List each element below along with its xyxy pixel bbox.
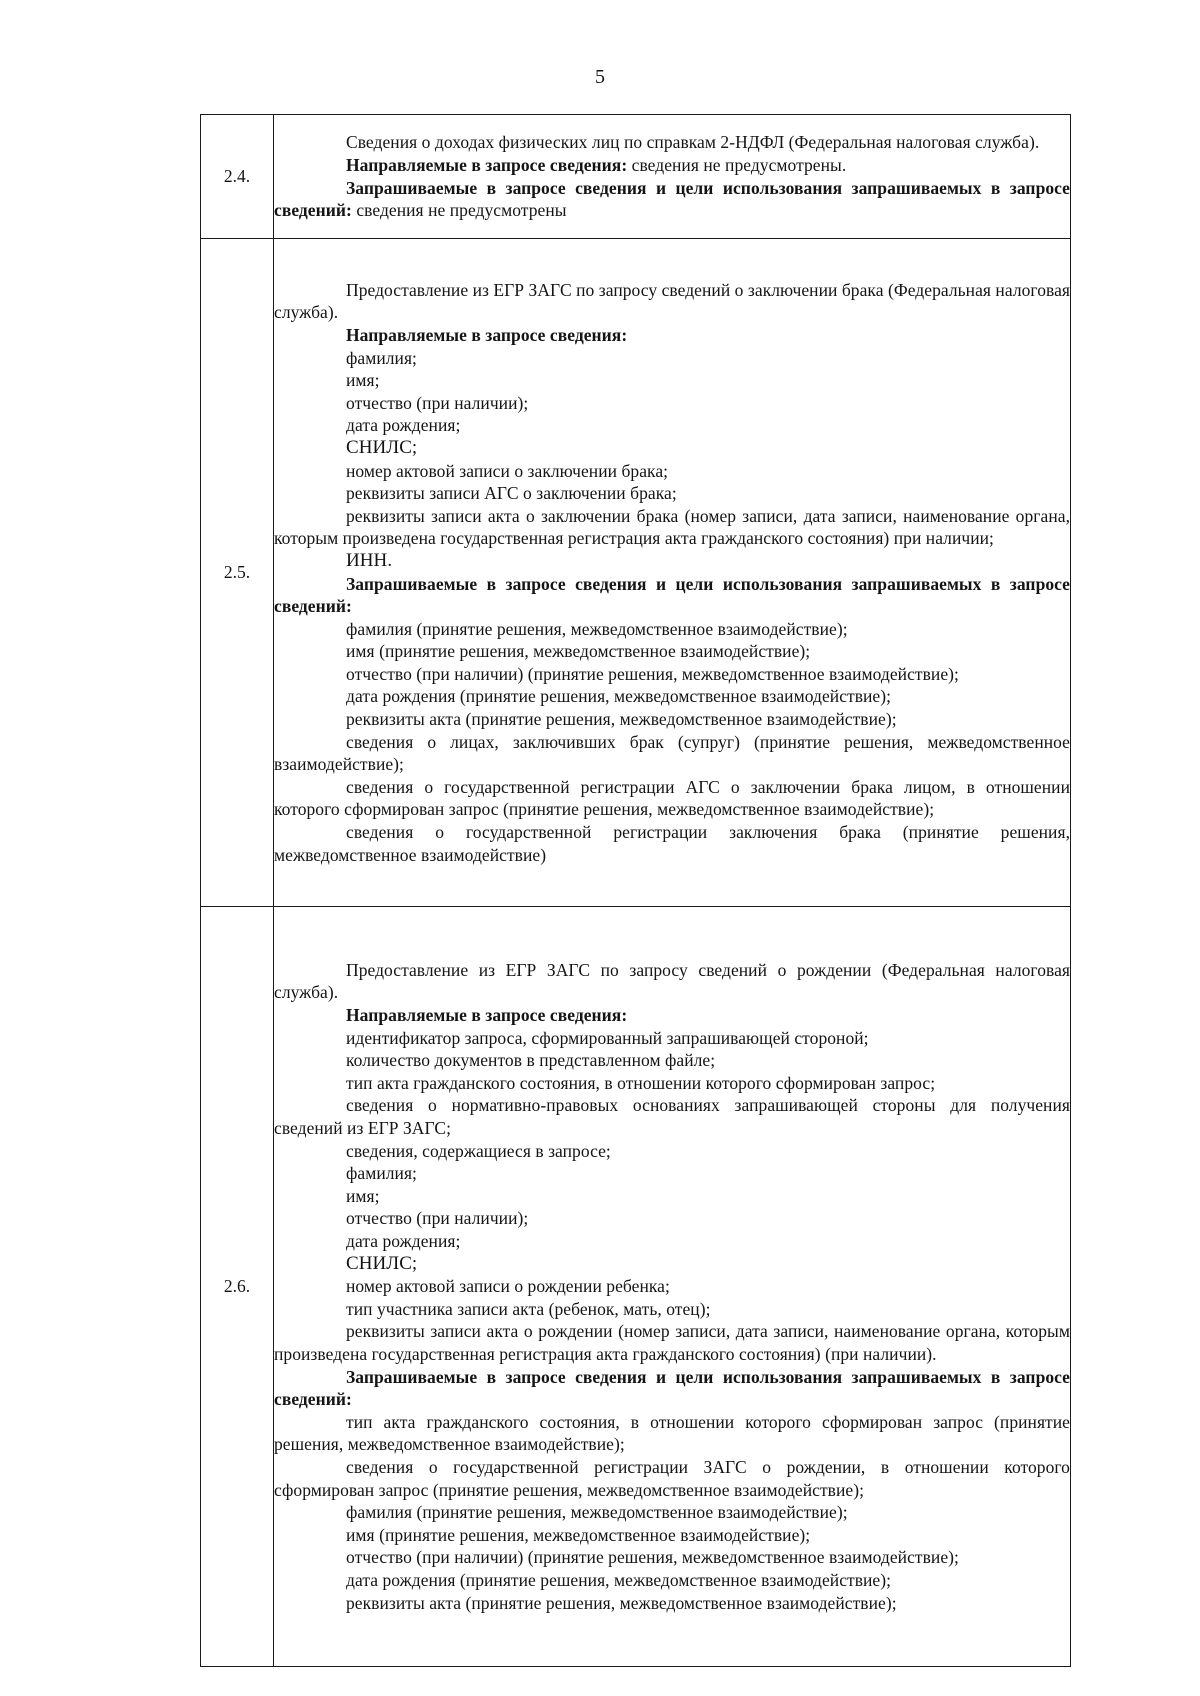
paragraph <box>274 177 1070 222</box>
list-item: отчество (при наличии); <box>346 392 529 413</box>
section-heading: Направляемые в запросе сведения: <box>346 324 628 345</box>
table-row <box>201 907 1071 1667</box>
list-item: сведения о государственной регистрации заключения брака (принятие решения, межведомственное взаимодействие) <box>274 822 1070 865</box>
list-item: реквизиты записи АГС о заключении брака; <box>346 483 677 504</box>
row-number: 2.6. <box>201 907 274 1667</box>
list-item: отчество (при наличии) (принятие решения, межведомственное взаимодействие); <box>346 663 959 684</box>
list-item: ИНН. <box>346 549 393 571</box>
list-item: реквизиты акта (принятие решения, межведомственное взаимодействие); <box>346 709 897 730</box>
paragraph: Предоставление из ЕГР ЗАГС по запросу сведений о заключении брака (Федеральная налоговая служба). <box>274 279 1070 323</box>
list-item: номер актовой записи о рождении ребенка; <box>346 1276 670 1297</box>
section-heading: Направляемые в запросе сведения: <box>346 1005 628 1026</box>
row-number: 2.5. <box>201 239 274 907</box>
table-row <box>201 115 1071 239</box>
list-item: СНИЛС; <box>346 1252 418 1274</box>
paragraph: Сведения о доходах физических лиц по справкам 2-НДФЛ (Федеральная налоговая служба). <box>346 132 1040 153</box>
list-item: имя (принятие решения, межведомственное взаимодействие); <box>346 641 811 662</box>
row-content <box>274 907 1071 1667</box>
page-number: 5 <box>595 66 605 88</box>
list-item: реквизиты акта (принятие решения, межведомственное взаимодействие); <box>346 1592 897 1613</box>
list-item: фамилия (принятие решения, межведомственное взаимодействие); <box>346 618 848 639</box>
list-item: тип участника записи акта (ребенок, мать, отец); <box>346 1298 711 1319</box>
document-table <box>200 114 1071 1667</box>
table-row <box>201 239 1071 907</box>
list-item: дата рождения; <box>346 415 461 436</box>
list-item: СНИЛС; <box>346 436 418 458</box>
bold-label: Направляемые в запросе сведения: <box>346 154 628 175</box>
section-heading: Запрашиваемые в запросе сведения и цели использования запрашиваемых в запросе сведений: <box>274 573 1070 617</box>
list-item: дата рождения; <box>346 1231 461 1252</box>
list-item: сведения о государственной регистрации ЗАГС о рождении, в отношении которого сформирован запрос (принятие решения, межведомственное взаимодействие); <box>274 1456 1070 1500</box>
list-item: дата рождения (принятие решения, межведомственное взаимодействие); <box>346 686 892 707</box>
row-content <box>274 115 1071 239</box>
list-item: фамилия; <box>346 347 417 368</box>
list-item: имя (принятие решения, межведомственное взаимодействие); <box>346 1524 811 1545</box>
list-item: имя; <box>346 370 380 391</box>
list-item: дата рождения (принятие решения, межведомственное взаимодействие); <box>346 1569 892 1590</box>
paragraph-text: сведения не предусмотрены. <box>627 154 847 175</box>
list-item: сведения о нормативно-правовых основаниях запрашивающей стороны для получения сведений из ЕГР ЗАГС; <box>274 1095 1070 1139</box>
list-item: имя; <box>346 1185 380 1206</box>
list-item: отчество (при наличии) (принятие решения, межведомственное взаимодействие); <box>346 1547 959 1568</box>
list-item: идентификатор запроса, сформированный запрашивающей стороной; <box>346 1027 869 1048</box>
paragraph-text: сведения не предусмотрены <box>351 200 567 221</box>
paragraph <box>274 154 1070 177</box>
list-item: сведения о лицах, заключивших брак (супруг) (принятие решения, межведомственное взаимодействие); <box>274 731 1070 775</box>
list-item: реквизиты записи акта о заключении брака (номер записи, дата записи, наименование органа, которым произведена государственная регистрация акта гражданского состояния) при наличии; <box>274 505 1070 549</box>
list-item: реквизиты записи акта о рождении (номер записи, дата записи, наименование органа, которым произведена государственная регистрация акта гражданского состояния) (при наличии). <box>274 1321 1070 1364</box>
list-item: отчество (при наличии); <box>346 1208 529 1229</box>
list-item: номер актовой записи о заключении брака; <box>346 460 669 481</box>
list-item: сведения, содержащиеся в запросе; <box>346 1140 611 1161</box>
list-item: фамилия (принятие решения, межведомственное взаимодействие); <box>346 1502 848 1523</box>
section-heading: Запрашиваемые в запросе сведения и цели использования запрашиваемых в запросе сведений: <box>274 1366 1070 1410</box>
list-item: сведения о государственной регистрации АГС о заключении брака лицом, в отношении которого сформирован запрос (принятие решения, межведомственное взаимодействие); <box>274 776 1070 820</box>
bold-label: Запрашиваемые в запросе сведения и цели использования запрашиваемых в запросе сведений: <box>274 177 1070 221</box>
list-item: тип акта гражданского состояния, в отношении которого сформирован запрос; <box>346 1072 936 1093</box>
list-item: количество документов в представленном файле; <box>346 1050 716 1071</box>
paragraph: Предоставление из ЕГР ЗАГС по запросу сведений о рождении (Федеральная налоговая служба). <box>274 959 1070 1003</box>
row-number: 2.4. <box>201 115 274 239</box>
list-item: фамилия; <box>346 1163 417 1184</box>
list-item: тип акта гражданского состояния, в отношении которого сформирован запрос (принятие решения, межведомственное взаимодействие); <box>274 1411 1070 1455</box>
row-content <box>274 239 1071 907</box>
